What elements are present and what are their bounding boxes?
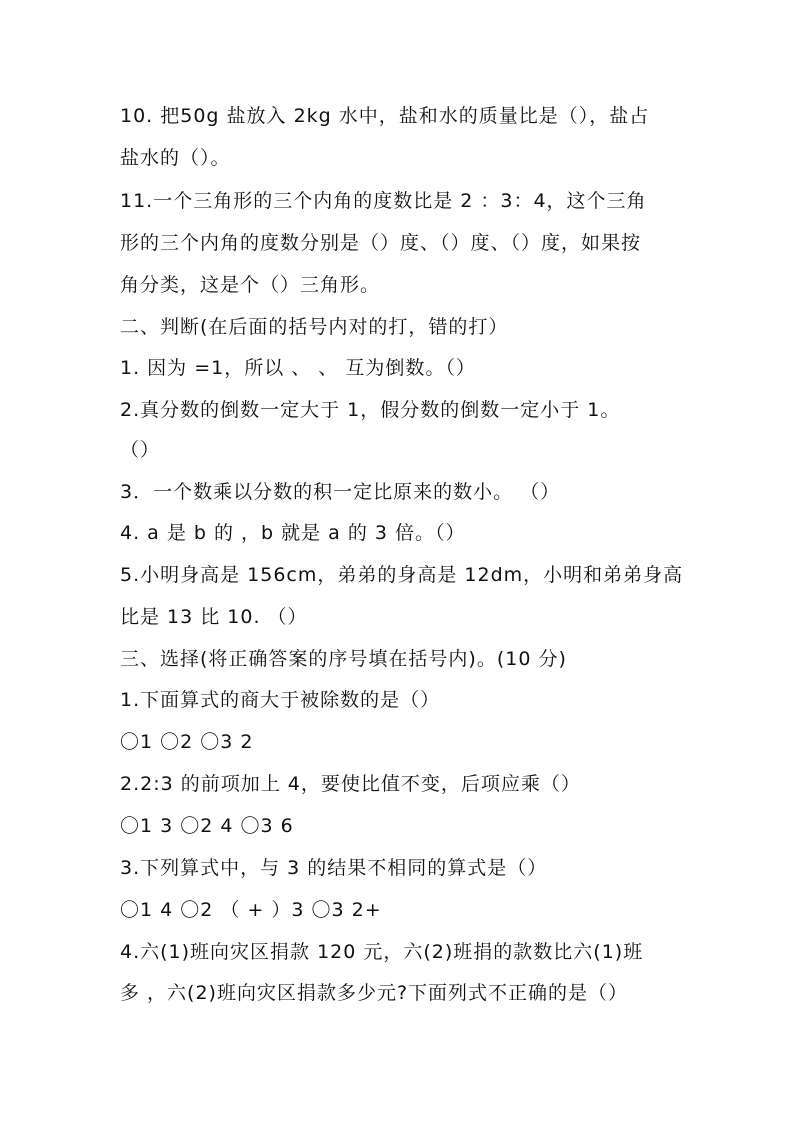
- judgment-item-4: 4. a 是 b 的 ，b 就是 a 的 3 倍。（）: [120, 522, 466, 544]
- question-10-line-2: 盐水的（）。: [120, 147, 231, 169]
- choice-item-3: 3.下列算式中，与 3 的结果不相同的算式是（）: [120, 857, 548, 879]
- choice-item-2: 2.2:3 的前项加上 4，要使比值不变，后项应乘（）: [120, 773, 581, 795]
- question-11-line-3: 角分类，这是个（）三角形。: [120, 274, 381, 296]
- choice-item-1-options: 〇1 〇2 〇3 2: [120, 731, 254, 753]
- choice-item-2-options: 〇1 3 〇2 4 〇3 6: [120, 815, 294, 837]
- choice-item-4-line-1: 4.六(1)班向灾区捐款 120 元，六(2)班捐的款数比六(1)班: [120, 941, 644, 963]
- question-11-line-2: 形的三个内角的度数分别是（）度、（）度、（）度，如果按: [120, 232, 642, 254]
- choice-item-4-line-2: 多 ，六(2)班向灾区捐款多少元?下面列式不正确的是（）: [120, 982, 629, 1004]
- question-10-line-1: 10. 把50g 盐放入 2kg 水中，盐和水的质量比是（），盐占: [120, 105, 650, 127]
- choice-item-1: 1.下面算式的商大于被除数的是（）: [120, 689, 441, 711]
- judgment-item-5-line-1: 5.小明身高是 156cm，弟弟的身高是 12dm，小明和弟弟身高: [120, 564, 684, 586]
- section-judgment-heading: 二、判断(在后面的括号内对的打，错的打）: [120, 316, 509, 338]
- choice-item-3-options: 〇1 4 〇2 （ + ）3 〇3 2+: [120, 899, 382, 921]
- judgment-item-3: 3．一个数乘以分数的积一定比原来的数小。 （）: [120, 481, 561, 503]
- judgment-item-1: 1. 因为 =1，所以 、 、 互为倒数。（）: [120, 357, 476, 379]
- judgment-item-5-line-2: 比是 13 比 10. （）: [120, 606, 308, 628]
- judgment-item-2-line-1: 2.真分数的倒数一定大于 1，假分数的倒数一定小于 1。: [120, 399, 621, 421]
- question-11-line-1: 11.一个三角形的三个内角的度数比是 2 ：3：4，这个三角: [120, 190, 647, 212]
- section-choice-heading: 三、选择(将正确答案的序号填在括号内)。(10 分): [120, 648, 567, 670]
- judgment-item-2-line-2: （）: [120, 439, 161, 461]
